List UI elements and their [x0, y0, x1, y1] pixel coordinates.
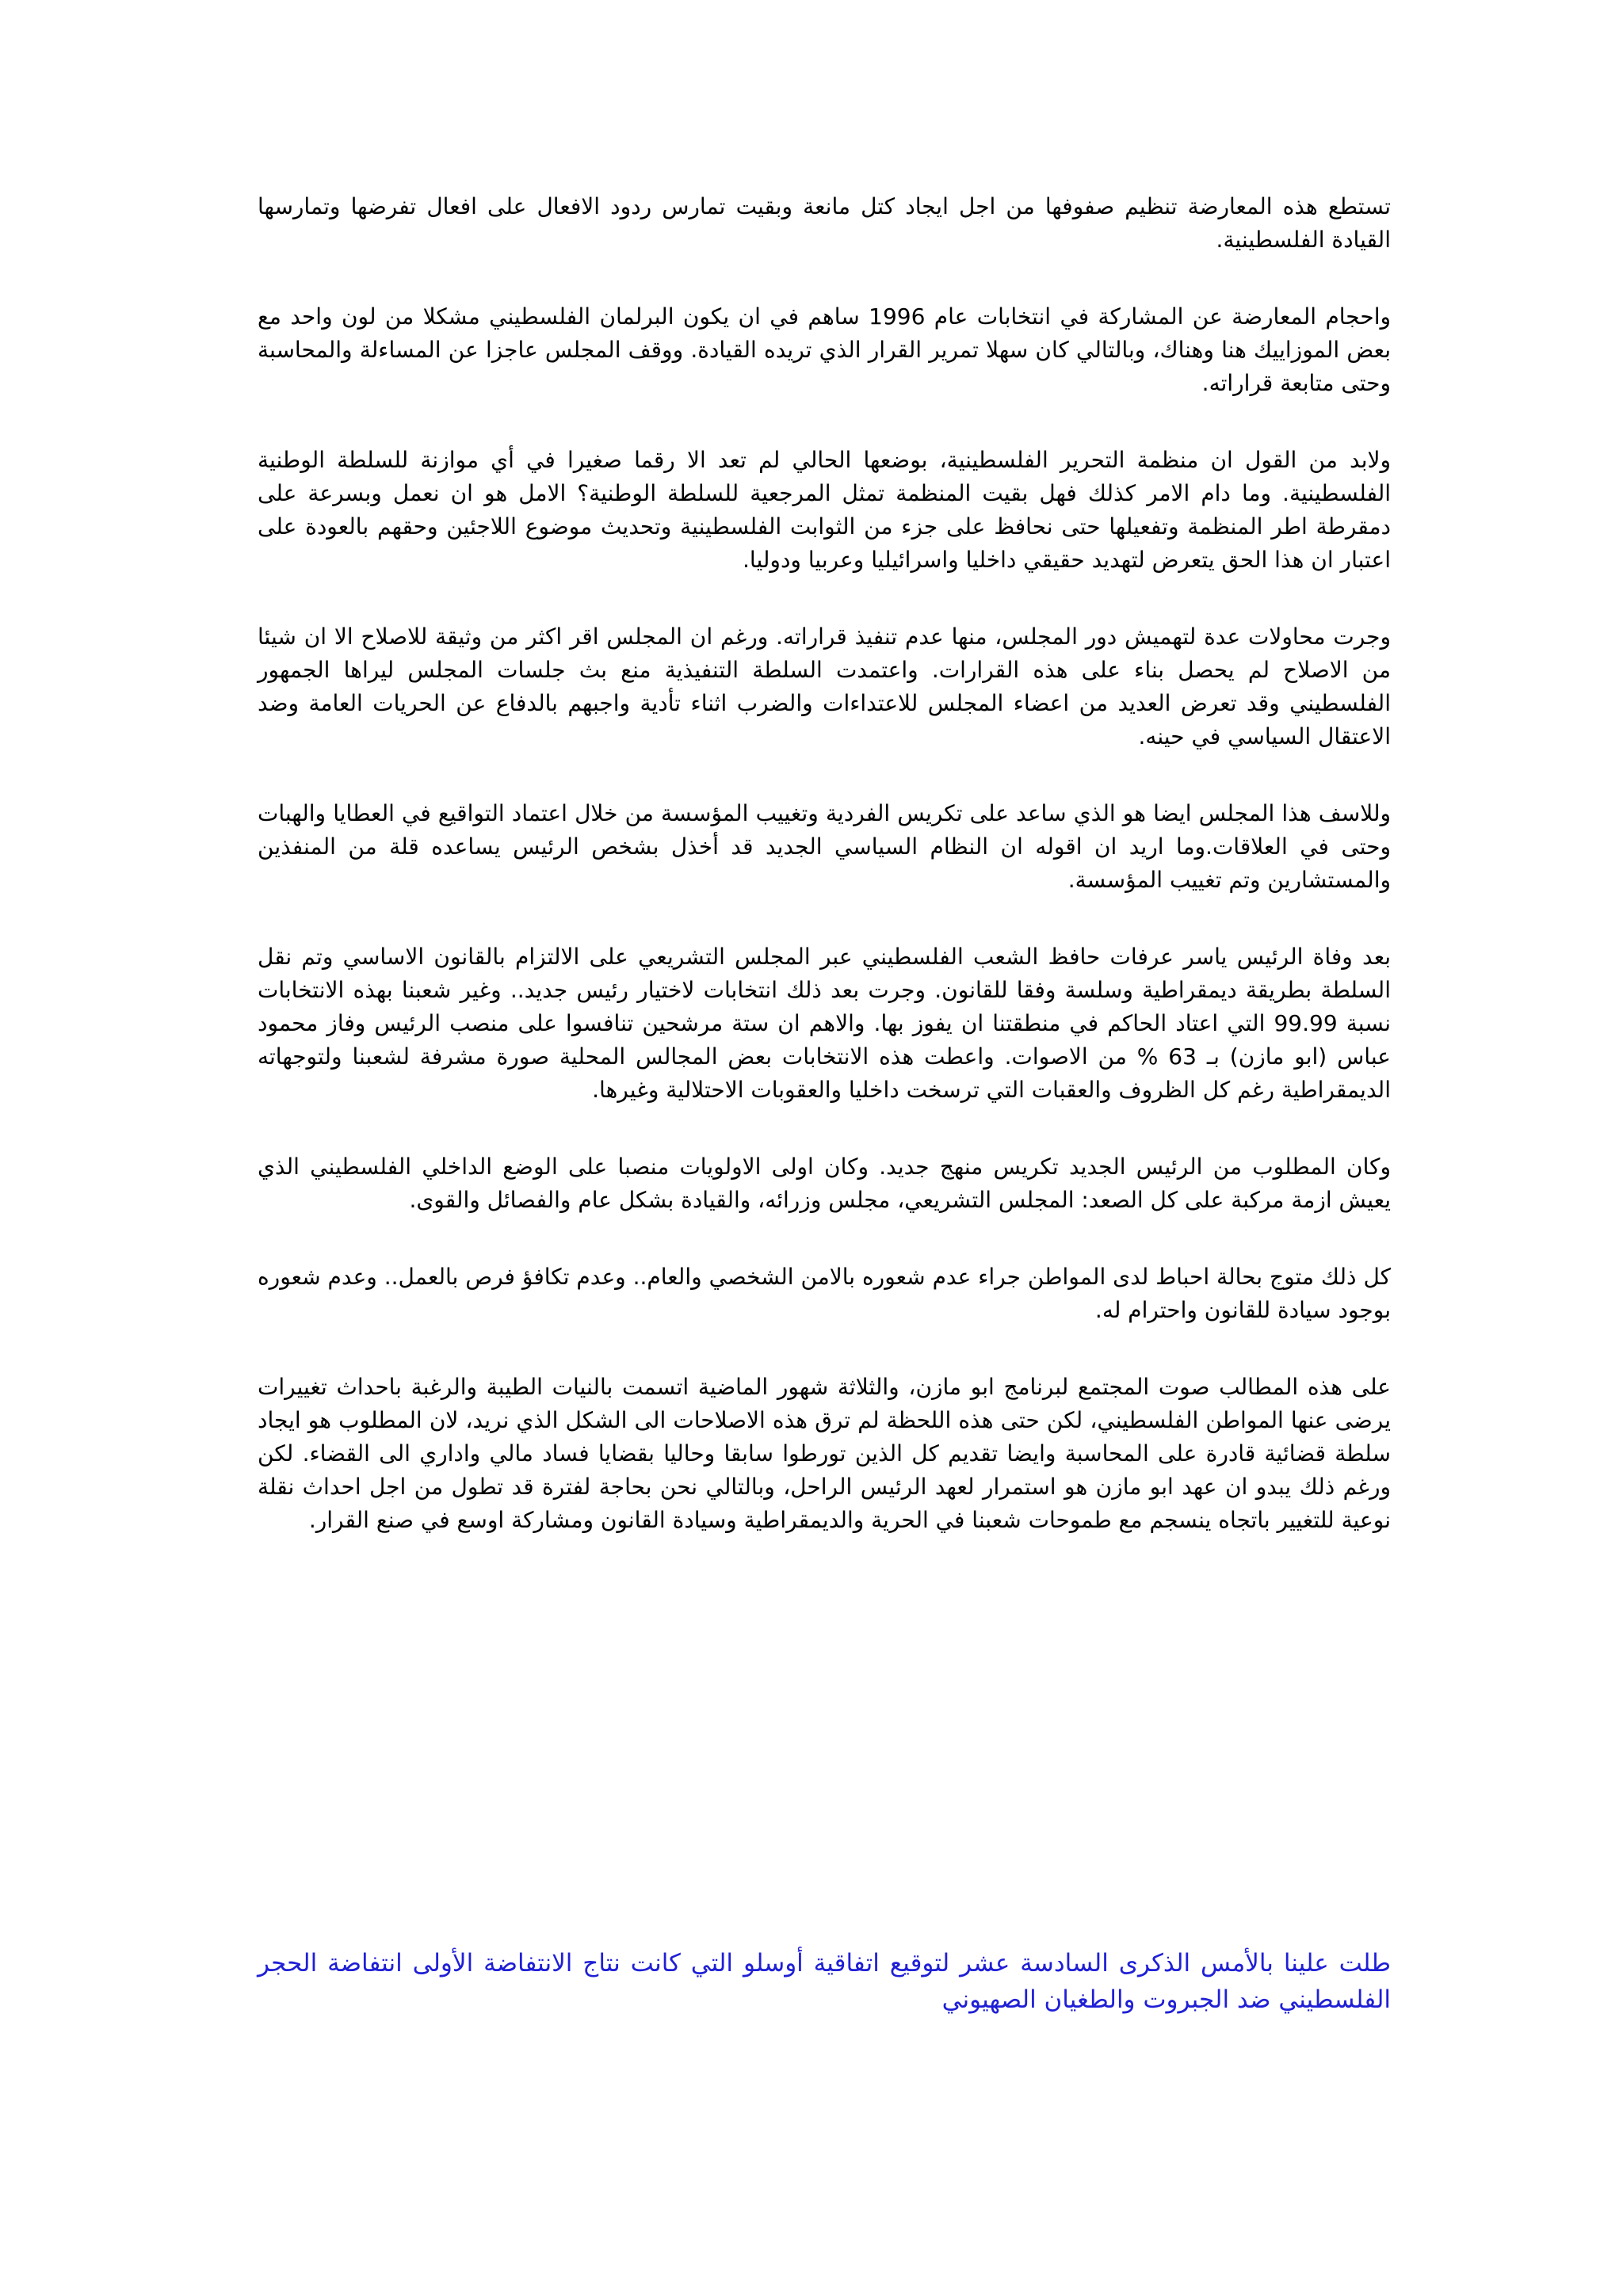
highlighted-footer: [258, 1945, 1391, 2018]
article-body: [258, 190, 1391, 1581]
paragraph-7: وكان المطلوب من الرئيس الجديد تكريس منهج جديد. وكان اولى الاولويات منصبا على الوضع الداخلي الفلسطيني الذي يعيش ازمة مركبة على كل الصعد: المجلس التشريعي، مجلس وزرائه، والقيادة بشكل عام والفصائل والقوى.: [258, 1154, 1391, 1213]
paragraph-1: تستطع هذه المعارضة تنظيم صفوفها من اجل ايجاد كتل مانعة وبقيت تمارس ردود الافعال على افعال تفرضها وتمارسها القيادة الفلسطينية.: [258, 193, 1391, 253]
paragraph-5: وللاسف هذا المجلس ايضا هو الذي ساعد على تكريس الفردية وتغييب المؤسسة من خلال اعتماد التواقيع في العطايا والهبات وحتى في العلاقات.وما اريد ان اقوله ان النظام السياسي الجديد قد أخذل بشخص الرئيس يساعده قلة من المنفذين والمستشارين وتم تغييب المؤسسة.: [258, 800, 1391, 893]
paragraph-6: بعد وفاة الرئيس ياسر عرفات حافظ الشعب الفلسطيني عبر المجلس التشريعي على الالتزام بالقانون الاساسي وتم نقل السلطة بطريقة ديمقراطية وسلسة وفقا للقانون. وجرت بعد ذلك انتخابات لاختيار رئيس جديد.. وغير شعبنا بهذه الانتخابات نسبة 99.99 التي اعتاد الحاكم في منطقتنا ان يفوز بها. والاهم ان ستة مرشحين تنافسوا على منصب الرئيس وفاز محمود عباس (ابو مازن) بـ 63 % من الاصوات. واعطت هذه الانتخابات بعض المجالس المحلية صورة مشرفة لشعبنا ولتوجهاته الديمقراطية رغم كل الظروف والعقبات التي ترسخت داخليا والعقوبات الاحتلالية وغيرها.: [258, 944, 1391, 1103]
footer-text: طلت علينا بالأمس الذكرى السادسة عشر لتوقيع اتفاقية أوسلو التي كانت نتاج الانتفاضة الأولى انتفاضة الحجر الفلسطيني ضد الجبروت والطغيان الصهيوني: [258, 1949, 1391, 2014]
paragraph-9: على هذه المطالب صوت المجتمع لبرنامج ابو مازن، والثلاثة شهور الماضية اتسمت بالنيات الطيبة والرغبة باحداث تغييرات يرضى عنها المواطن الفلسطيني، لكن حتى هذه اللحظة لم ترق هذه الاصلاحات الى الشكل الذي نريد، لان المطلوب هو ايجاد سلطة قضائية قادرة على المحاسبة وايضا تقديم كل الذين تورطوا سابقا وحاليا بقضايا فساد مالي واداري الى القضاء. لكن ورغم ذلك يبدو ان عهد ابو مازن هو استمرار لعهد الرئيس الراحل، وبالتالي نحن بحاجة لفترة قد تطول من اجل احداث نقلة نوعية للتغيير باتجاه ينسجم مع طموحات شعبنا في الحرية والديمقراطية وسيادة القانون ومشاركة اوسع في صنع القرار.: [258, 1374, 1391, 1533]
paragraph-4: وجرت محاولات عدة لتهميش دور المجلس، منها عدم تنفيذ قراراته. ورغم ان المجلس اقر اكثر من وثيقة للاصلاح الا ان شيئا من الاصلاح لم يحصل بناء على هذه القرارات. واعتمدت السلطة التنفيذية منع بث جلسات المجلس ليراها الجمهور الفلسطيني وقد تعرض العديد من اعضاء المجلس للاعتداءات والضرب اثناء تأدية واجبهم بالدفاع عن الحريات العامة وضد الاعتقال السياسي في حينه.: [258, 624, 1391, 749]
paragraph-8: كل ذلك متوج بحالة احباط لدى المواطن جراء عدم شعوره بالامن الشخصي والعام.. وعدم تكافؤ فرص بالعمل.. وعدم شعوره بوجود سيادة للقانون واحترام له.: [258, 1264, 1391, 1323]
paragraph-3: ولابد من القول ان منظمة التحرير الفلسطينية، بوضعها الحالي لم تعد الا رقما صغيرا في أي موازنة للسلطة الوطنية الفلسطينية. وما دام الامر كذلك فهل بقيت المنظمة تمثل المرجعية للسلطة الوطنية؟ الامل هو ان نعمل وبسرعة على دمقرطة اطر المنظمة وتفعيلها حتى نحافظ على جزء من الثوابت الفلسطينية وتحديث موضوع اللاجئين وحقهم بالعودة على اعتبار ان هذا الحق يتعرض لتهديد حقيقي داخليا واسرائيليا وعربيا ودوليا.: [258, 447, 1391, 573]
paragraph-2: واحجام المعارضة عن المشاركة في انتخابات عام 1996 ساهم في ان يكون البرلمان الفلسطيني مشكلا من لون واحد مع بعض الموزاييك هنا وهناك، وبالتالي كان سهلا تمرير القرار الذي تريده القيادة. ووقف المجلس عاجزا عن المساءلة والمحاسبة وحتى متابعة قراراته.: [258, 303, 1391, 396]
